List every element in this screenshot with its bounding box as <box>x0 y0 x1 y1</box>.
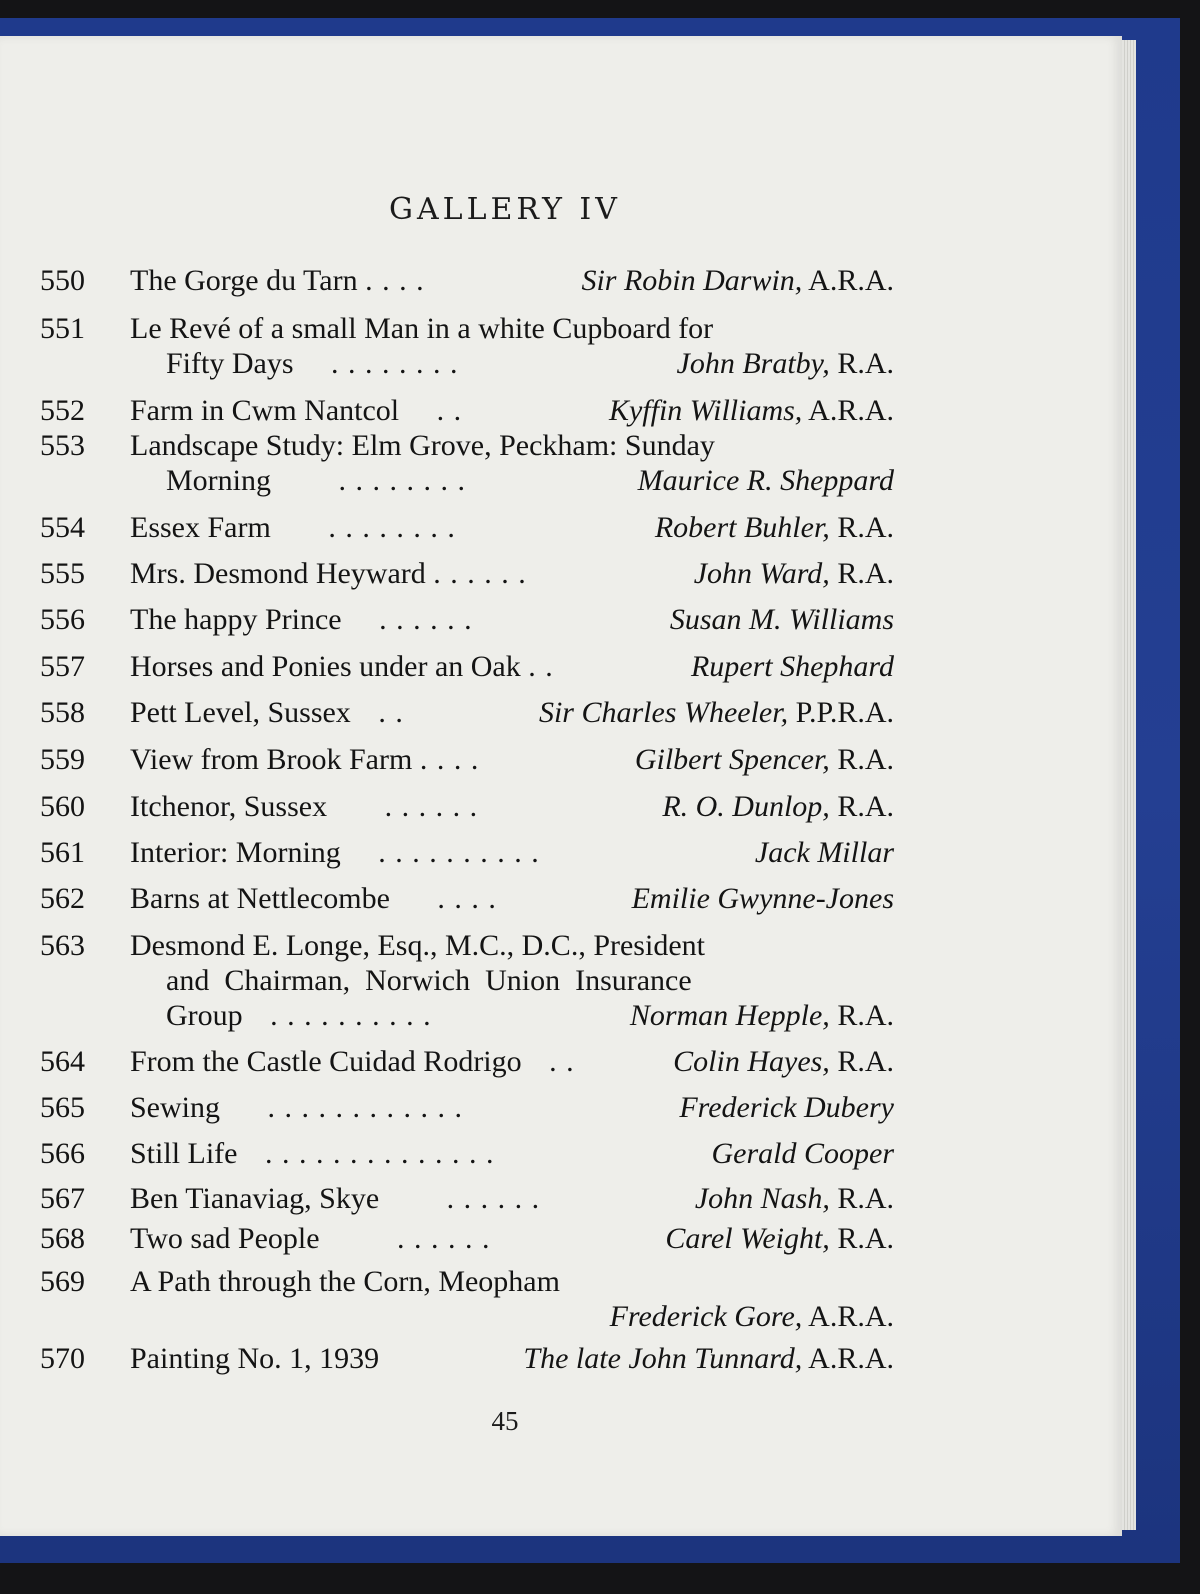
entry-title: Horses and Ponies under an Oak . . <box>130 650 554 683</box>
entry-title: Sewing . . . . . . . . . . . . <box>130 1091 463 1124</box>
entry-artist: Robert Buhler, R.A. <box>654 511 894 544</box>
entry-title: The Gorge du Tarn . . . . <box>130 264 425 297</box>
entry-number: 566 <box>40 1137 85 1170</box>
entry-number: 563 <box>40 929 85 962</box>
page-number: 45 <box>491 1406 519 1436</box>
entry-number: 568 <box>40 1222 85 1255</box>
entry-artist: Sir Robin Darwin, A.R.A. <box>581 264 894 297</box>
entry-number: 553 <box>40 429 85 462</box>
entry-artist: R. O. Dunlop, R.A. <box>662 790 894 823</box>
entry-number: 562 <box>40 882 85 915</box>
entry-title: Essex Farm . . . . . . . . <box>130 511 456 544</box>
entry-number: 565 <box>40 1091 85 1124</box>
entry-title: Interior: Morning . . . . . . . . . . <box>130 836 540 869</box>
entry-title: A Path through the Corn, Meopham <box>130 1265 560 1298</box>
entry-artist: John Bratby, R.A. <box>676 347 894 380</box>
entry-number: 552 <box>40 394 85 427</box>
entry-number: 557 <box>40 650 85 683</box>
entry-artist: Kyffin Williams, A.R.A. <box>608 394 894 427</box>
entry-title: Mrs. Desmond Heyward . . . . . . <box>130 557 527 590</box>
entry-title: From the Castle Cuidad Rodrigo . . <box>130 1045 575 1078</box>
entry-number: 564 <box>40 1045 85 1078</box>
entry-artist: Sir Charles Wheeler, P.P.R.A. <box>538 696 894 729</box>
entry-title: Two sad People . . . . . . <box>130 1222 491 1255</box>
entry-artist: Rupert Shephard <box>690 650 894 683</box>
entry-title-continued: Morning . . . . . . . . <box>166 464 466 497</box>
entry-number: 558 <box>40 696 85 729</box>
page-heading: GALLERY IV <box>389 192 621 227</box>
entry-title: Ben Tianaviag, Skye . . . . . . <box>130 1182 541 1215</box>
entry-title: Landscape Study: Elm Grove, Peckham: Sunday <box>130 429 715 462</box>
entry-number: 569 <box>40 1265 85 1298</box>
entry-number: 560 <box>40 790 85 823</box>
entry-artist: Emilie Gwynne-Jones <box>631 882 894 915</box>
entry-title: Painting No. 1, 1939 <box>130 1342 380 1375</box>
entry-number: 550 <box>40 264 85 297</box>
entry-title: Still Life . . . . . . . . . . . . . . <box>130 1137 495 1170</box>
entry-title-continued: Fifty Days . . . . . . . . <box>166 347 459 380</box>
entry-title: The happy Prince . . . . . . <box>130 603 473 636</box>
entry-number: 570 <box>40 1342 85 1375</box>
entry-number: 556 <box>40 603 85 636</box>
entry-title-continued: and Chairman, Norwich Union Insurance <box>166 964 692 997</box>
entry-artist: Susan M. Williams <box>669 603 894 636</box>
entry-title: Pett Level, Sussex . . <box>130 696 404 729</box>
page-edges <box>1122 40 1136 1530</box>
entry-number: 555 <box>40 557 85 590</box>
entry-number: 551 <box>40 312 85 345</box>
entry-number: 559 <box>40 743 85 776</box>
entry-artist: Carel Weight, R.A. <box>665 1222 894 1255</box>
entry-number: 561 <box>40 836 85 869</box>
entry-title-continued: Group . . . . . . . . . . <box>166 999 432 1032</box>
book-page <box>0 36 1122 1536</box>
entry-title: Le Revé of a small Man in a white Cupboard for <box>130 312 714 345</box>
entry-title: Desmond E. Longe, Esq., M.C., D.C., President <box>130 929 705 962</box>
entry-artist: Colin Hayes, R.A. <box>673 1045 894 1078</box>
entry-artist: Gilbert Spencer, R.A. <box>634 743 894 776</box>
entry-number: 554 <box>40 511 85 544</box>
entry-title: View from Brook Farm . . . . <box>130 743 480 776</box>
entry-artist: The late John Tunnard, A.R.A. <box>523 1342 894 1375</box>
entry-title: Itchenor, Sussex . . . . . . <box>130 790 479 823</box>
entry-artist: Maurice R. Sheppard <box>637 464 894 497</box>
entry-artist: Jack Millar <box>754 836 894 869</box>
entry-artist: John Ward, R.A. <box>693 557 894 590</box>
entry-number: 567 <box>40 1182 85 1215</box>
entry-artist: Frederick Dubery <box>679 1091 894 1124</box>
entry-title: Barns at Nettlecombe . . . . <box>130 882 497 915</box>
entry-artist: John Nash, R.A. <box>694 1182 894 1215</box>
entry-artist: Gerald Cooper <box>711 1137 894 1170</box>
entry-title: Farm in Cwm Nantcol . . <box>130 394 463 427</box>
entry-artist: Norman Hepple, R.A. <box>629 999 894 1032</box>
entry-artist: Frederick Gore, A.R.A. <box>609 1300 894 1333</box>
